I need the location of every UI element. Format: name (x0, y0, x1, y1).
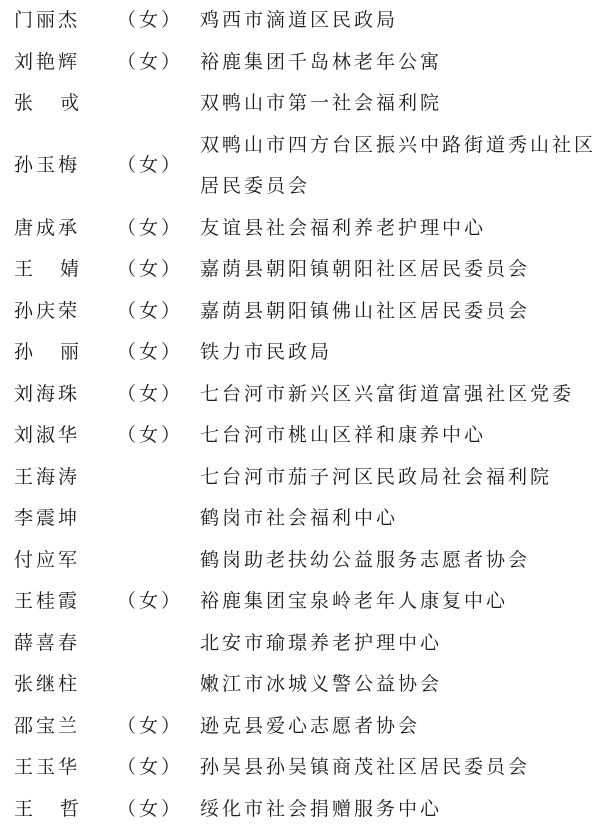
gender-note: （女） (117, 258, 184, 280)
organization: 嫩江市冰城义警公益协会 (200, 673, 443, 695)
person-name: 孙丽 (14, 341, 107, 363)
gender-note: （女） (117, 50, 184, 73)
organization: 七台河市茄子河区民政局社会福利院 (200, 465, 553, 488)
list-item (0, 581, 616, 623)
gender-note: （女） (117, 756, 184, 778)
organization: 绥化市社会捐赠服务中心 (200, 797, 443, 820)
organization: 孙吴县孙吴镇商茂社区居民委员会 (200, 756, 531, 778)
organization: 逊克县爱心志愿者协会 (200, 714, 421, 737)
list-item (0, 498, 616, 540)
organization: 七台河市新兴区兴富街道富强社区党委 (200, 382, 575, 405)
person-name: 李震坤 (14, 507, 81, 529)
gender-note: （女） (117, 341, 184, 363)
list-item (0, 789, 616, 831)
organization: 鸡西市滴道区民政局 (200, 9, 399, 31)
list-item (0, 457, 616, 499)
person-name: 邵宝兰 (14, 714, 81, 737)
list-item (0, 706, 616, 748)
organization: 鹤岗助老扶幼公益服务志愿者协会 (200, 548, 531, 571)
gender-note: （女） (117, 299, 184, 322)
gender-note: （女） (117, 382, 184, 405)
person-name: 薛喜春 (14, 631, 81, 654)
person-name: 张继柱 (14, 673, 81, 695)
list-item (0, 747, 616, 789)
organization: 嘉荫县朝阳镇佛山社区居民委员会 (200, 299, 531, 322)
person-name: 付应军 (14, 548, 81, 571)
person-name: 唐成承 (14, 216, 81, 239)
organization: 北安市瑜璟养老护理中心 (200, 631, 443, 654)
list-item (0, 415, 616, 457)
gender-note: （女） (117, 797, 184, 820)
organization: 嘉荫县朝阳镇朝阳社区居民委员会 (200, 258, 531, 280)
person-name: 王海涛 (14, 465, 81, 488)
organization: 裕鹿集团千岛林老年公寓 (200, 50, 443, 73)
list-item (0, 249, 616, 291)
gender-note: （女） (117, 424, 184, 446)
gender-note: （女） (117, 216, 184, 239)
list-item (0, 125, 616, 208)
list-item (0, 0, 616, 42)
organization: 双鸭山市第一社会福利院 (200, 92, 443, 114)
person-name: 王婧 (14, 258, 107, 280)
gender-note: （女） (117, 714, 184, 737)
list-item (0, 374, 616, 416)
person-name: 孙玉梅 (14, 154, 81, 177)
person-name: 王哲 (14, 797, 107, 820)
list-item (0, 208, 616, 250)
list-item (0, 83, 616, 125)
person-name: 刘淑华 (14, 424, 81, 446)
list-item (0, 42, 616, 84)
organization: 裕鹿集团宝泉岭老年人康复中心 (200, 590, 509, 612)
person-name: 孙庆荣 (14, 299, 81, 322)
gender-note: （女） (117, 590, 184, 612)
person-name: 刘海珠 (14, 382, 81, 405)
organization: 七台河市桃山区祥和康养中心 (200, 424, 487, 446)
gender-note: （女） (117, 154, 184, 177)
person-name: 刘艳辉 (14, 50, 81, 73)
list-item (0, 664, 616, 706)
list-item (0, 332, 616, 374)
person-name: 门丽杰 (14, 9, 81, 31)
person-name: 王玉华 (14, 756, 81, 778)
list-item (0, 291, 616, 333)
organization: 鹤岗市社会福利中心 (200, 507, 399, 529)
person-name: 张戓 (14, 92, 107, 114)
person-name: 王桂霞 (14, 590, 81, 612)
gender-note: （女） (117, 9, 184, 31)
organization: 铁力市民政局 (200, 341, 333, 363)
organization: 双鸭山市四方台区振兴中路街道秀山社区居民委员会 (200, 133, 597, 197)
list-item (0, 540, 616, 582)
list-item (0, 623, 616, 665)
organization: 友谊县社会福利养老护理中心 (200, 216, 487, 239)
